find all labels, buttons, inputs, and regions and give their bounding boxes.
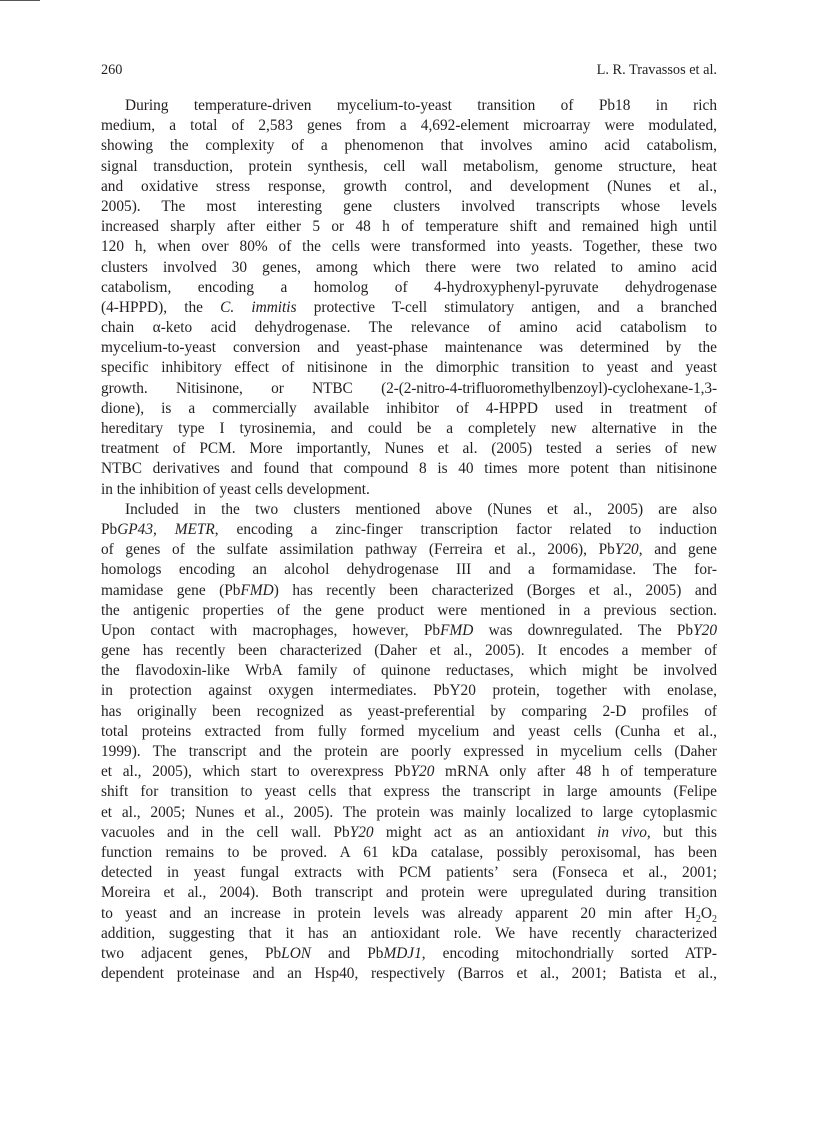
text-segment: Moreira et al., 2004). Both transcript and protein were upregulated during transition	[101, 884, 717, 902]
text-segment: and Pb	[311, 944, 384, 962]
text-segment: 2005). The most interesting gene clusters involved transcripts whose levels	[101, 197, 717, 215]
text-segment: ) has recently been characterized (Borges et al., 2005) and	[273, 581, 717, 599]
text-segment: gene has recently been characterized (Daher et al., 2005). It encodes a member of	[101, 642, 717, 660]
italic-term: in vivo	[597, 823, 647, 841]
text-segment: medium, a total of 2,583 genes from a 4,692-element microarray were modulated,	[101, 117, 717, 135]
text-segment: O	[700, 904, 712, 922]
text-segment: growth. Nitisinone, or NTBC (2-(2-nitro-4-trifluoromethylbenzoyl)-cyclohexane-1,3-	[101, 379, 717, 397]
text-line	[101, 459, 717, 479]
text-line	[101, 217, 717, 237]
text-line	[101, 439, 717, 459]
text-segment: dependent proteinase and an Hsp40, respectively (Barros et al., 2001; Batista et al.,	[101, 965, 717, 983]
text-line	[101, 298, 717, 318]
text-line	[101, 904, 717, 924]
text-line	[101, 581, 717, 601]
text-segment: detected in yeast fungal extracts with PCM patients’ sera (Fonseca et al., 2001;	[101, 864, 717, 882]
text-segment: total proteins extracted from fully formed mycelium and yeast cells (Cunha et al.,	[101, 722, 717, 740]
text-line	[101, 924, 717, 944]
text-segment: and oxidative stress response, growth control, and development (Nunes et al.,	[101, 177, 717, 195]
italic-term: LON	[281, 944, 312, 962]
text-segment: might act as an antioxidant	[373, 823, 598, 841]
text-segment: vacuoles and in the cell wall. Pb	[101, 823, 350, 841]
text-line	[101, 379, 717, 399]
text-line	[101, 823, 717, 843]
text-line	[101, 480, 717, 500]
text-line	[101, 762, 717, 782]
text-segment: treatment of PCM. More importantly, Nunes et al. (2005) tested a series of new	[101, 440, 717, 458]
text-line	[101, 702, 717, 722]
text-segment: 120 h, when over 80% of the cells were transformed into yeasts. Together, these two	[101, 238, 717, 256]
text-line	[101, 681, 717, 701]
text-segment: showing the complexity of a phenomenon that involves amino acid catabolism,	[101, 137, 717, 155]
text-line	[101, 338, 717, 358]
text-segment: the antigenic properties of the gene product were mentioned in a previous section.	[101, 601, 717, 619]
text-segment: two adjacent genes, Pb	[101, 944, 282, 962]
text-segment: addition, suggesting that it has an antioxidant role. We have recently characterized	[101, 924, 717, 942]
text-line	[101, 621, 717, 641]
text-segment: chain α-keto acid dehydrogenase. The relevance of amino acid catabolism to	[101, 319, 717, 337]
text-line	[101, 601, 717, 621]
text-line	[101, 157, 717, 177]
text-segment: , and gene	[638, 541, 717, 559]
text-line	[101, 237, 717, 257]
text-line	[101, 520, 717, 540]
text-segment: et al., 2005; Nunes et al., 2005). The protein was mainly localized to large cytoplasmic	[101, 803, 717, 821]
text-line	[101, 803, 717, 823]
text-segment: shift for transition to yeast cells that express the transcript in large amounts (Felipe	[101, 783, 717, 801]
text-segment: mycelium-to-yeast conversion and yeast-phase maintenance was determined by the	[101, 339, 717, 357]
italic-term: Y20	[410, 763, 435, 781]
subscript: 2	[695, 913, 701, 925]
text-line	[101, 358, 717, 378]
text-segment: clusters involved 30 genes, among which there were two related to amino acid	[101, 258, 717, 276]
text-segment: Included in the two clusters mentioned above (Nunes et al., 2005) are also	[125, 500, 717, 518]
italic-term: FMD	[240, 581, 274, 599]
text-line	[101, 661, 717, 681]
text-segment: dione), is a commercially available inhibitor of 4-HPPD used in treatment of	[101, 399, 717, 417]
italic-term: Y20	[614, 541, 639, 559]
text-segment: was downregulated. The Pb	[473, 621, 694, 639]
subscript: 2	[712, 913, 717, 925]
text-line	[101, 500, 717, 520]
italic-term: MDJ1	[383, 944, 422, 962]
italic-term: Y20	[693, 621, 717, 639]
text-line	[101, 399, 717, 419]
text-segment: in protection against oxygen intermediates. PbY20 protein, together with enolase,	[101, 682, 717, 700]
text-segment: increased sharply after either 5 or 48 h of temperature shift and remained high until	[101, 218, 717, 236]
text-line	[101, 782, 717, 802]
text-segment: Upon contact with macrophages, however, Pb	[101, 621, 441, 639]
text-segment: function remains to be proved. A 61 kDa catalase, possibly peroxisomal, has been	[101, 843, 717, 861]
text-segment: to yeast and an increase in protein levels was already apparent 20 min after H	[101, 904, 696, 922]
text-segment: has originally been recognized as yeast-preferential by comparing 2-D profiles of	[101, 702, 717, 720]
text-segment: mamidase gene (Pb	[101, 581, 241, 599]
text-segment: mRNA only after 48 h of temperature	[434, 763, 717, 781]
text-segment: During temperature-driven mycelium-to-yeast transition of Pb18 in rich	[125, 97, 717, 114]
text-segment: , encoding mitochondrially sorted ATP-	[421, 944, 718, 962]
text-line	[101, 96, 717, 116]
running-head-authors: L. R. Travassos et al.	[596, 62, 717, 78]
text-segment: 1999). The transcript and the protein are poorly expressed in mycelium cells (Daher	[101, 743, 717, 760]
text-line	[101, 278, 717, 298]
text-line	[101, 116, 717, 136]
text-line	[101, 742, 717, 762]
text-segment: , but this	[646, 823, 718, 841]
text-line	[101, 419, 717, 439]
text-segment: Pb	[101, 520, 118, 538]
text-segment: , encoding a zinc-finger transcription factor related to induction	[214, 520, 717, 538]
text-segment: protective T-cell stimulatory antigen, and a branched	[296, 298, 718, 316]
text-line	[101, 863, 717, 883]
text-segment: NTBC derivatives and found that compound 8 is 40 times more potent than nitisinone	[101, 460, 717, 478]
italic-term: C. immitis	[220, 298, 297, 316]
text-line	[101, 560, 717, 580]
text-segment: hereditary type I tyrosinemia, and could be a completely new alternative in the	[101, 420, 717, 437]
text-segment: in the inhibition of yeast cells development.	[101, 480, 370, 498]
text-segment: (4-HPPD), the	[101, 298, 221, 316]
text-segment: signal transduction, protein synthesis, cell wall metabolism, genome structure, heat	[101, 157, 717, 175]
text-line	[101, 540, 717, 560]
text-line	[101, 722, 717, 742]
text-line	[101, 197, 717, 217]
italic-term: FMD	[440, 621, 474, 639]
text-line	[101, 136, 717, 156]
text-line	[101, 843, 717, 863]
text-segment: specific inhibitory effect of nitisinone in the dimorphic transition to yeast and yeast	[101, 359, 717, 377]
text-segment: et al., 2005), which start to overexpress Pb	[101, 763, 411, 781]
text-line	[101, 641, 717, 661]
text-line	[101, 944, 717, 964]
body-text	[101, 96, 717, 984]
text-line	[101, 318, 717, 338]
text-segment: homologs encoding an alcohol dehydrogenase III and a formamidase. The for-	[101, 561, 717, 579]
text-line	[101, 258, 717, 278]
text-segment: of genes of the sulfate assimilation pathway (Ferreira et al., 2006), Pb	[101, 541, 615, 559]
page-number: 260	[101, 62, 123, 78]
text-segment: the flavodoxin-like WrbA family of quinone reductases, which might be involved	[101, 662, 717, 680]
italic-term: GP43, METR	[117, 520, 215, 538]
text-line	[101, 883, 717, 903]
text-line	[101, 964, 717, 984]
crop-mark	[0, 0, 40, 1]
text-line	[101, 177, 717, 197]
text-segment: catabolism, encoding a homolog of 4-hydroxyphenyl-pyruvate dehydrogenase	[101, 278, 717, 296]
italic-term: Y20	[349, 823, 374, 841]
